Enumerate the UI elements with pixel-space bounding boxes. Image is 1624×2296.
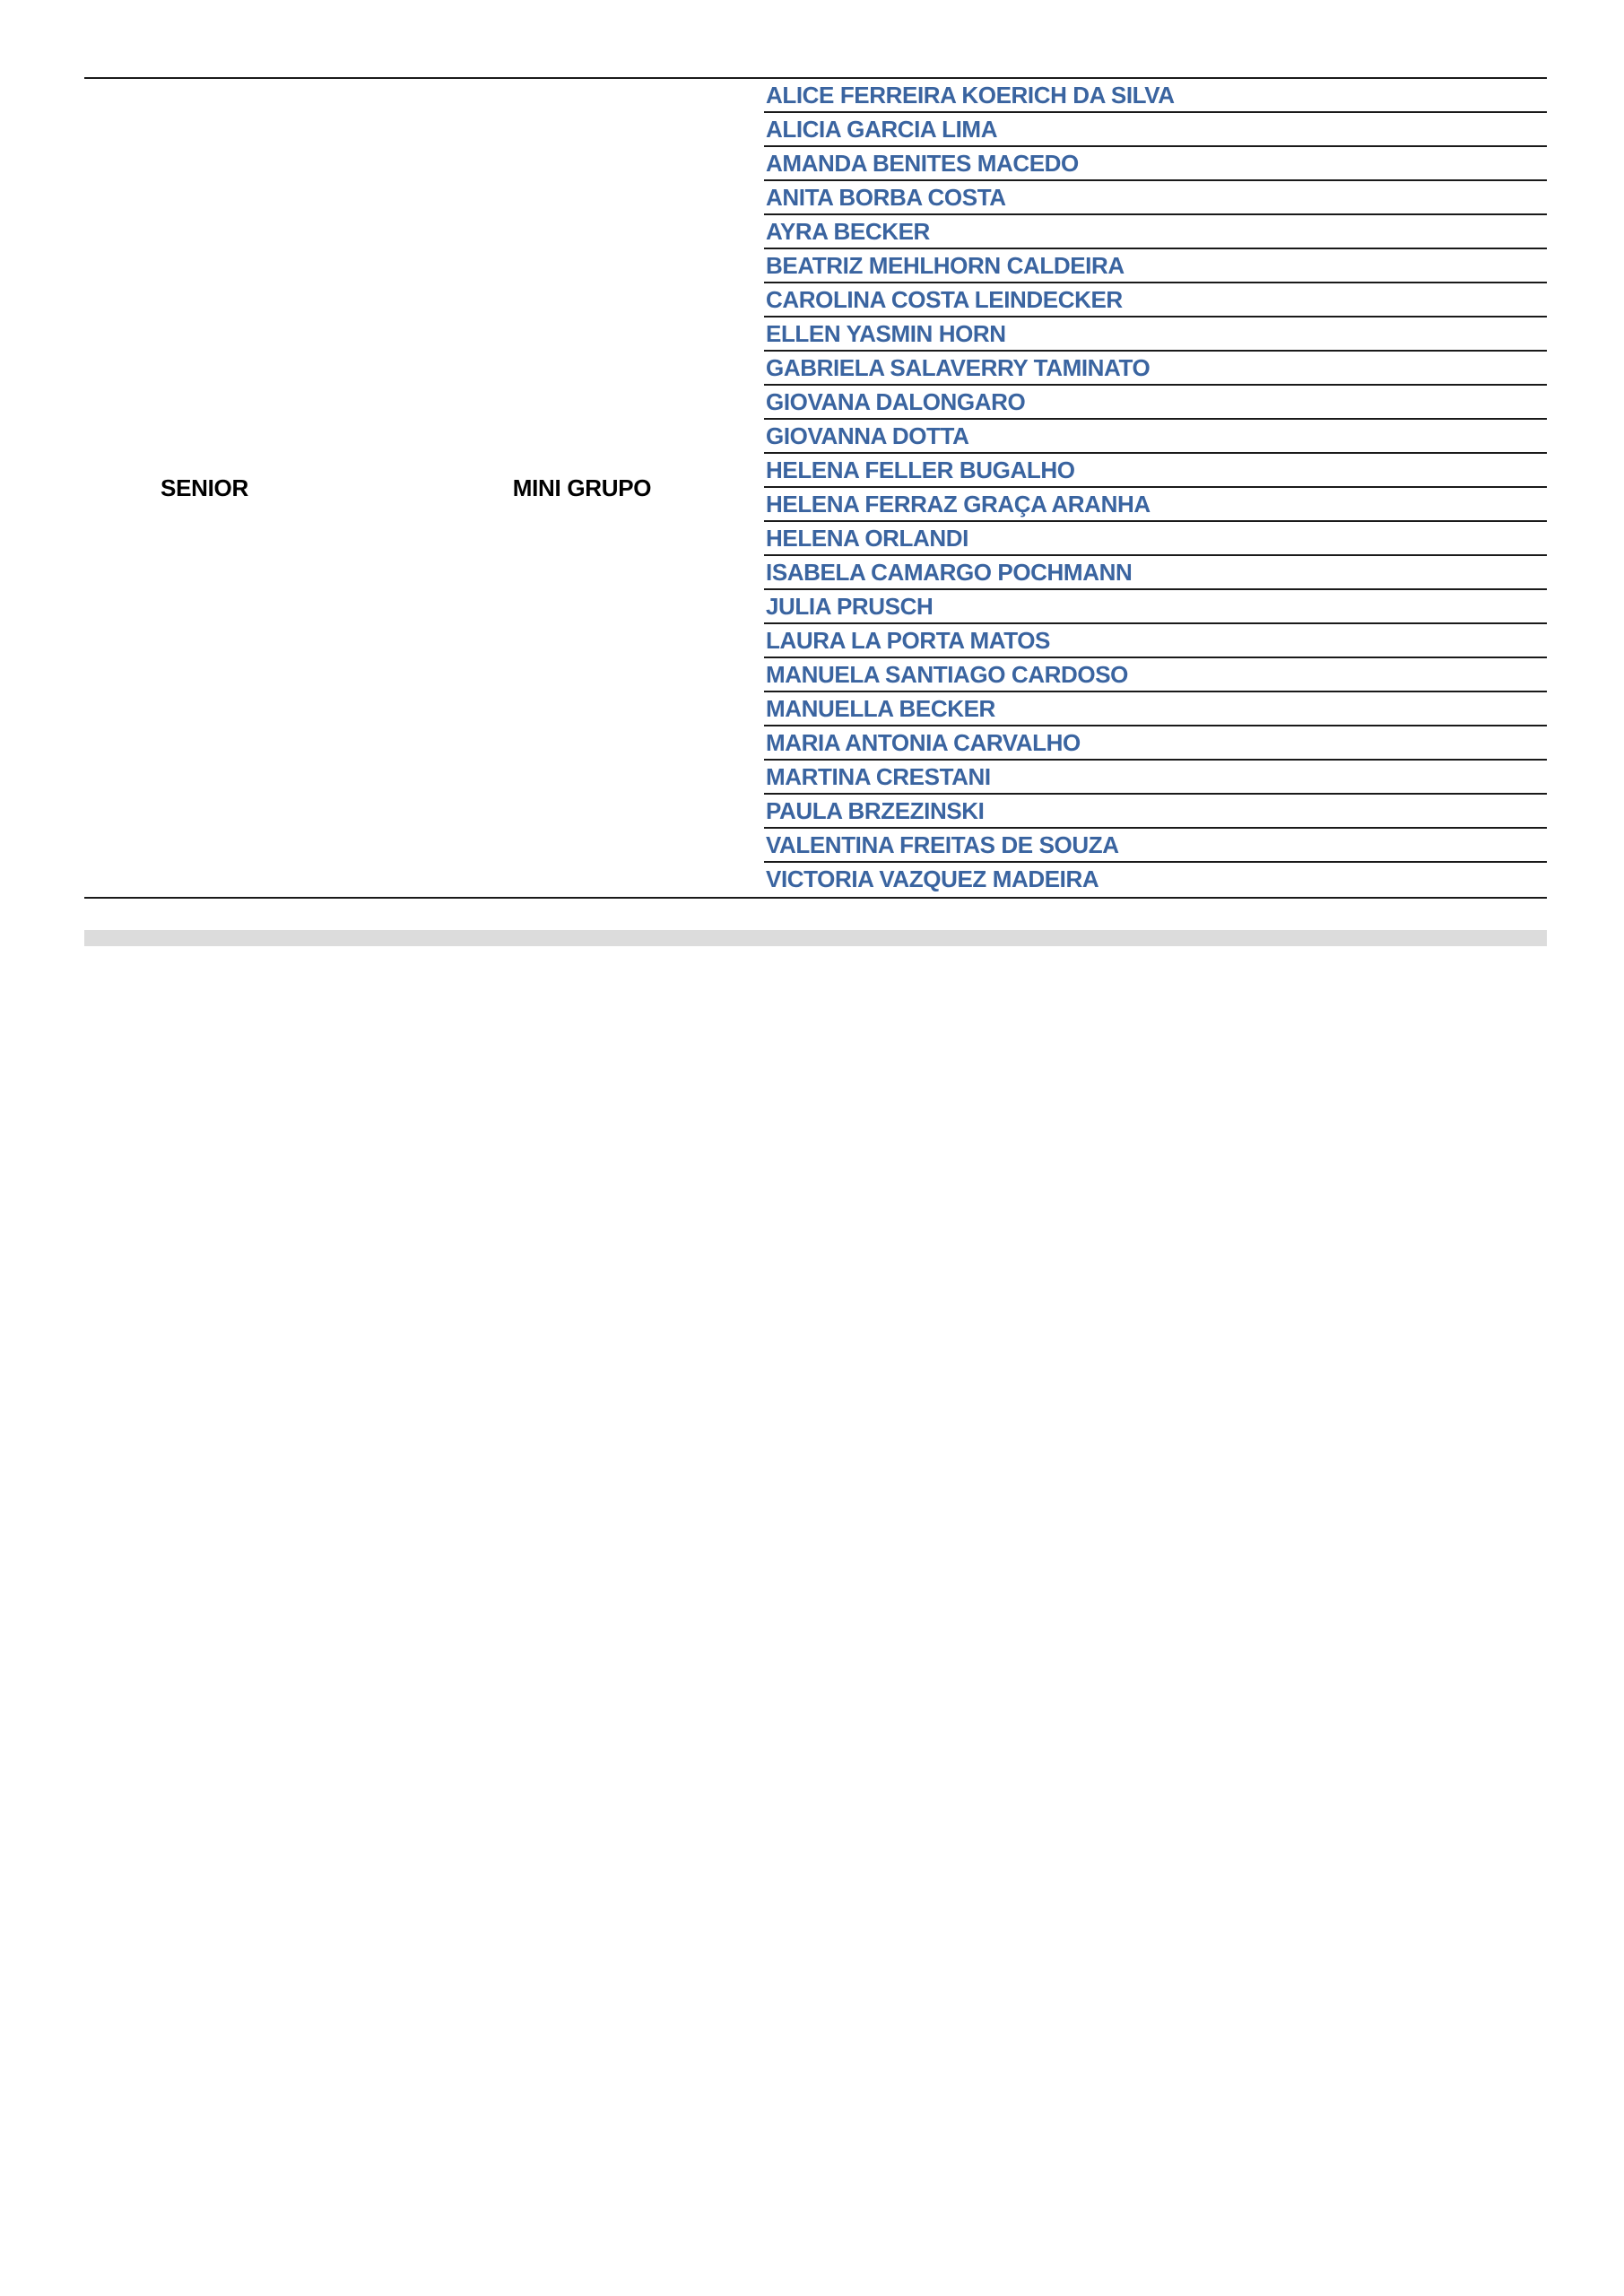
table-row [764, 79, 1547, 113]
table-row [764, 624, 1547, 658]
student-name: CAROLINA COSTA LEINDECKER [766, 286, 1123, 313]
table-row [764, 352, 1547, 386]
student-name: MANUELA SANTIAGO CARDOSO [766, 661, 1128, 688]
student-name: GIOVANNA DOTTA [766, 422, 969, 449]
table-row [764, 181, 1547, 215]
table-row [764, 317, 1547, 352]
table-row [764, 863, 1547, 895]
student-name: JULIA PRUSCH [766, 593, 934, 620]
student-name: MARTINA CRESTANI [766, 763, 991, 790]
level-cell: SENIOR [161, 474, 248, 501]
table-row [764, 556, 1547, 590]
table-row [764, 454, 1547, 488]
table-row [764, 113, 1547, 147]
table-row [764, 420, 1547, 454]
student-name: ELLEN YASMIN HORN [766, 320, 1006, 347]
student-name: HELENA FELLER BUGALHO [766, 457, 1075, 483]
student-name: MARIA ANTONIA CARVALHO [766, 729, 1081, 756]
table-row [764, 761, 1547, 795]
table-row [764, 590, 1547, 624]
student-name: ISABELA CAMARGO POCHMANN [766, 559, 1133, 586]
table-row [764, 522, 1547, 556]
table-row [764, 147, 1547, 181]
student-name: GIOVANA DALONGARO [766, 388, 1026, 415]
student-name: HELENA FERRAZ GRAÇA ARANHA [766, 491, 1151, 517]
table-row [764, 829, 1547, 863]
student-name: VALENTINA FREITAS DE SOUZA [766, 831, 1119, 858]
student-name: LAURA LA PORTA MATOS [766, 627, 1050, 654]
table-row [764, 692, 1547, 726]
student-name: AMANDA BENITES MACEDO [766, 150, 1079, 177]
group-cell: MINI GRUPO [512, 474, 652, 501]
student-name: BEATRIZ MEHLHORN CALDEIRA [766, 252, 1125, 279]
table-row [764, 283, 1547, 317]
student-name: AYRA BECKER [766, 218, 930, 245]
student-name: GABRIELA SALAVERRY TAMINATO [766, 354, 1151, 381]
table-row [764, 726, 1547, 761]
table-row [764, 658, 1547, 692]
student-name: ALICIA GARCIA LIMA [766, 116, 998, 143]
student-name: ANITA BORBA COSTA [766, 184, 1006, 211]
table-row [764, 386, 1547, 420]
table-row [764, 215, 1547, 249]
table-row [764, 795, 1547, 829]
table-row [764, 488, 1547, 522]
student-name: MANUELLA BECKER [766, 695, 995, 722]
footer-divider-bar [84, 930, 1547, 946]
student-name: HELENA ORLANDI [766, 525, 968, 552]
student-name: ALICE FERREIRA KOERICH DA SILVA [766, 82, 1175, 109]
roster-table [84, 77, 1547, 899]
student-name: VICTORIA VAZQUEZ MADEIRA [766, 865, 1099, 892]
student-name-list [764, 79, 1547, 897]
table-row [764, 249, 1547, 283]
student-name: PAULA BRZEZINSKI [766, 797, 985, 824]
